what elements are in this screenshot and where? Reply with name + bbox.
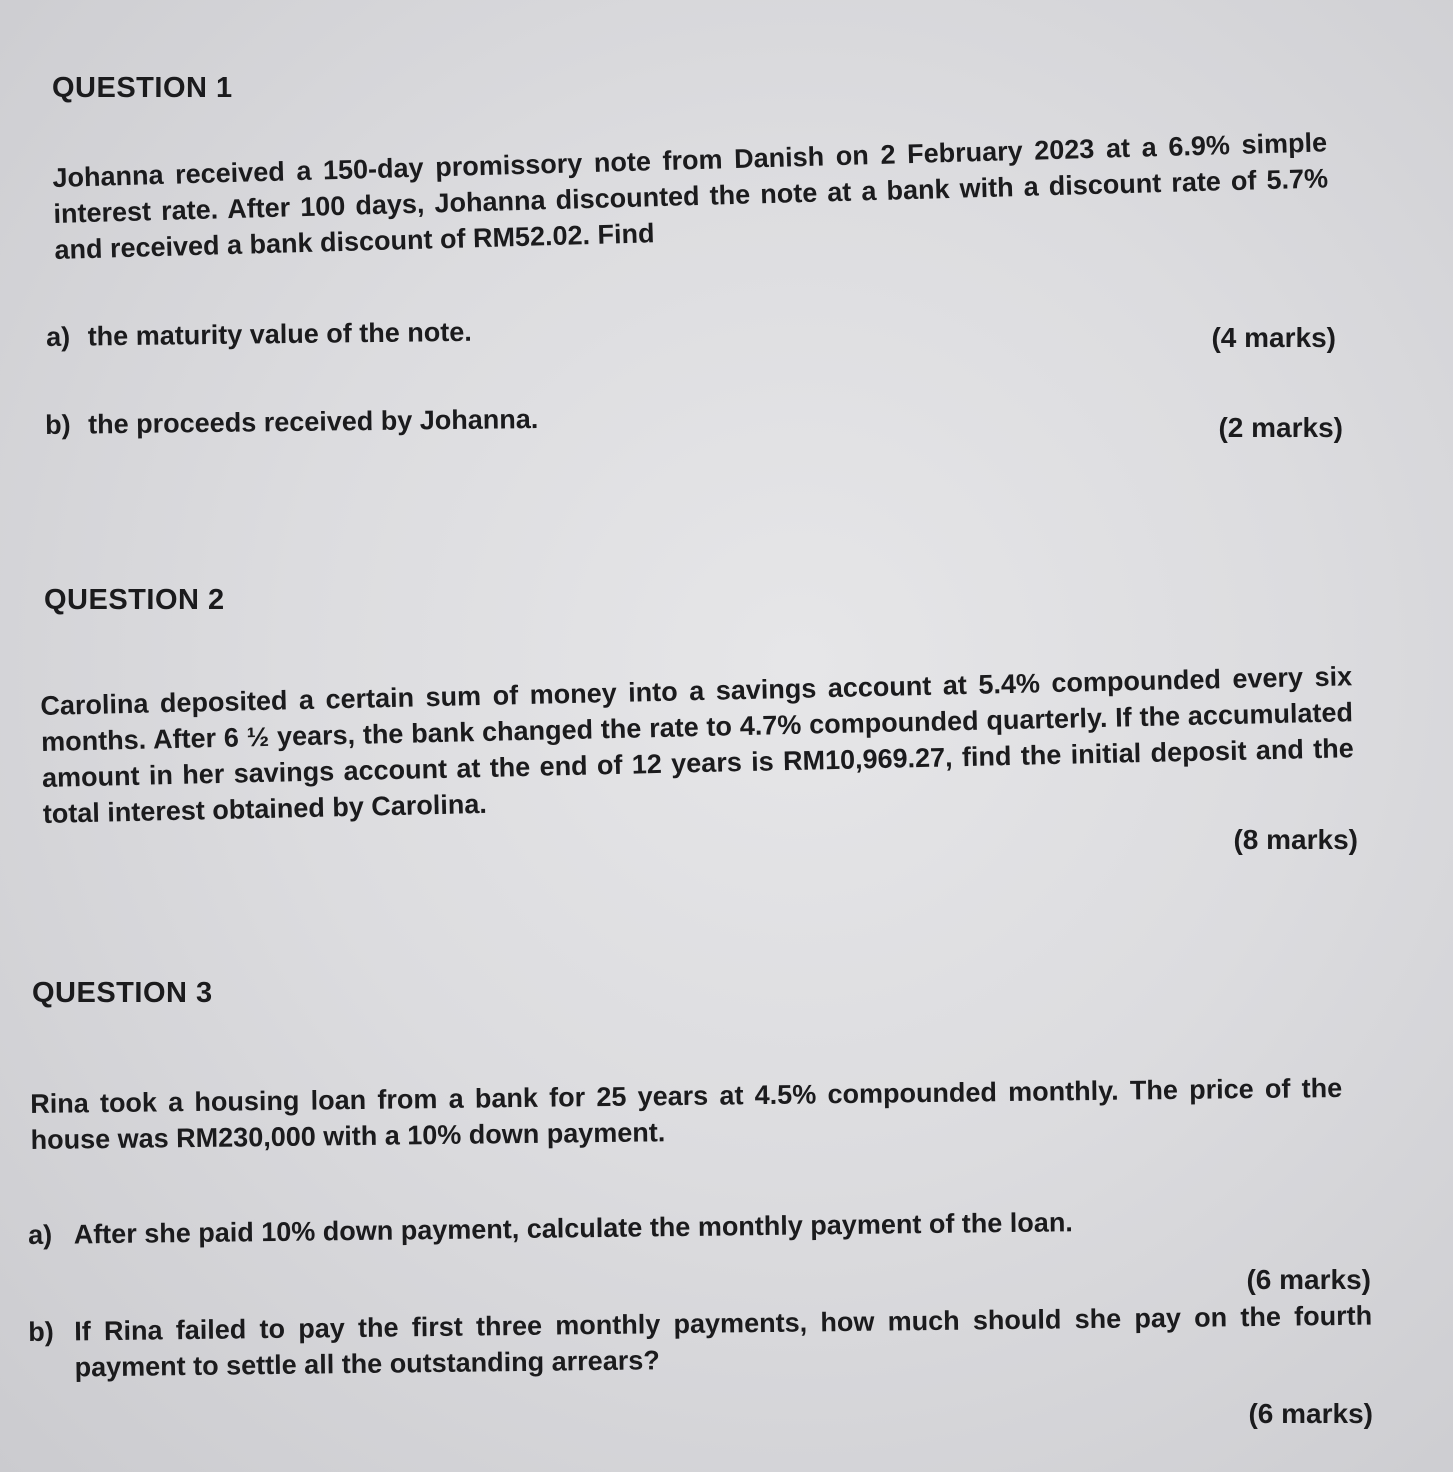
question-1-body: Johanna received a 150-day promissory note from Danish on 2 February 2023 at a 6.9% simple interest rate. After 100 days, Johanna discounted the note at a bank with a discount rate of 5.7% and received a bank discount of RM52.02. Find bbox=[52, 127, 1329, 265]
question-1a-line bbox=[46, 317, 472, 353]
question-1b-text: the proceeds received by Johanna. bbox=[87, 403, 539, 440]
question-1a-text: the maturity value of the note. bbox=[87, 316, 472, 352]
question-2-heading: QUESTION 2 bbox=[44, 584, 225, 616]
question-1-heading: QUESTION 1 bbox=[52, 72, 233, 104]
question-2-body: Carolina deposited a certain sum of money into a savings account at 5.4% compounded every six months. After 6 ½ years, the bank changed the rate to 4.7% compounded quarterly. If the accumulated amount in her savings account at the end of 12 years is RM10,969.27, find the initial deposit and the total interest obtained by Carolina. bbox=[40, 661, 1355, 829]
question-1b-marks: (2 marks) bbox=[1218, 412, 1343, 443]
question-1b-line bbox=[45, 404, 539, 441]
question-1a-label: a) bbox=[46, 321, 71, 352]
question-2-marks: (8 marks) bbox=[1233, 824, 1358, 855]
question-3b-text: If Rina failed to pay the first three monthly payments, how much should she pay on the fourth payment to settle all the outstanding arrears? bbox=[74, 1300, 1373, 1383]
question-3b-label: b) bbox=[28, 1316, 54, 1347]
question-3-body: Rina took a housing loan from a bank for 25 years at 4.5% compounded monthly. The price of the house was RM230,000 with a 10% down payment. bbox=[30, 1072, 1343, 1155]
question-3a-marks: (6 marks) bbox=[1246, 1264, 1371, 1295]
question-1a-marks: (4 marks) bbox=[1211, 322, 1336, 353]
question-3a-line bbox=[28, 1207, 1073, 1251]
question-3a-label: a) bbox=[28, 1219, 53, 1250]
question-3a-text: After she paid 10% down payment, calculate the monthly payment of the loan. bbox=[73, 1207, 1074, 1250]
question-1b-label: b) bbox=[45, 409, 71, 440]
question-3-heading: QUESTION 3 bbox=[32, 977, 213, 1009]
question-3b-block bbox=[28, 1298, 1373, 1386]
question-3b-marks: (6 marks) bbox=[1248, 1398, 1373, 1429]
